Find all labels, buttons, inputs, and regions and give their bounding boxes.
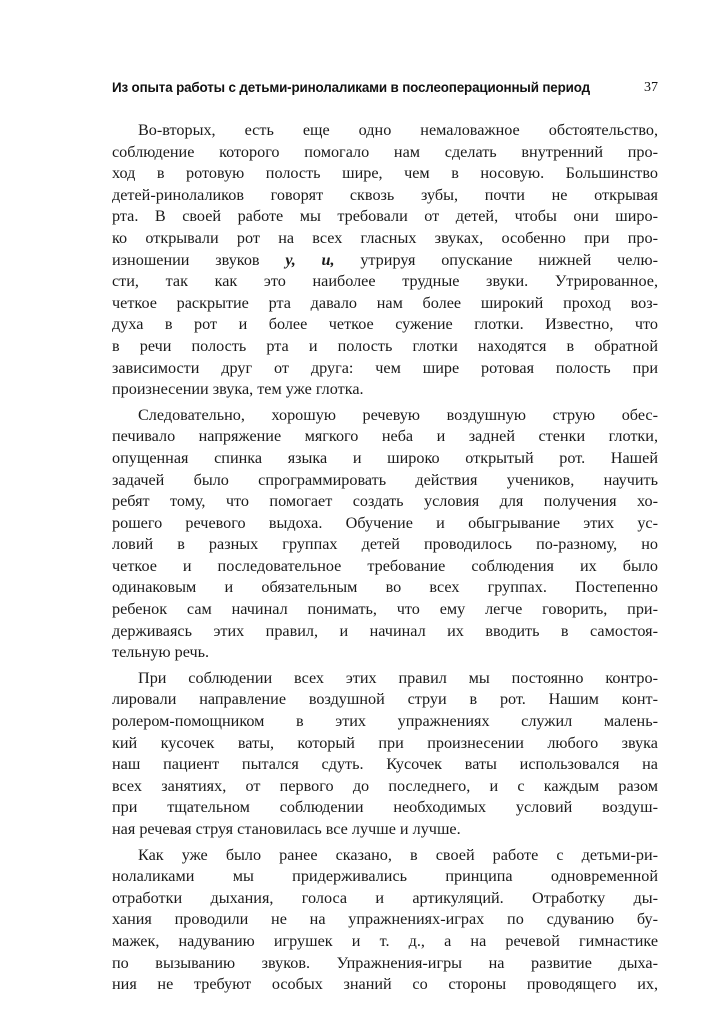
text-line: хания проводили не на упражнениях-играх по сдуванию бу-	[112, 910, 658, 929]
text-line: ная речевая струя становилась все лучше и лучше.	[112, 820, 461, 838]
text-line: отработки дыхания, голоса и артикуляций. Отработку ды-	[112, 888, 658, 907]
text-line: в речи полость рта и полость глотки находятся в обратной	[112, 336, 658, 355]
paragraph-3	[112, 668, 658, 841]
text-line: наш пациент пытался сдуть. Кусочек ваты использовался на	[112, 755, 658, 774]
text-line: одинаковым и обязательным во всех группах. Постепенно	[112, 578, 658, 597]
text-line: духа в рот и более четкое сужение глотки. Известно, что	[112, 315, 658, 334]
text-line: ролером-помощником в этих упражнениях служил малень-	[112, 712, 658, 731]
text-line: произнесении звука, тем уже глотка.	[112, 380, 364, 399]
text-line: детей-ринолаликов говорят сквозь зубы, почти не открывая	[112, 185, 658, 204]
text-line: при тщательном соблюдении необходимых условий воздуш-	[112, 798, 658, 817]
text-line: При соблюдении всех этих правил мы постоянно контро-	[138, 668, 658, 687]
text-line: задачей было спрограммировать действия учеников, научить	[112, 470, 658, 489]
body-text	[112, 120, 658, 996]
text-line: соблюдение которого помогало нам сделать внутренний про-	[112, 142, 658, 161]
running-title: Из опыта работы с детьми-ринолаликами в послеоперационный период	[112, 80, 590, 95]
text-line: Как уже было ранее сказано, в своей работе с детьми-ри-	[138, 845, 658, 864]
paragraph-1	[112, 120, 658, 401]
text-line: четкое и последовательное требование соблюдения их было	[112, 556, 658, 575]
text-line: нолаликами мы придерживались принципа одновременной	[112, 867, 658, 886]
text-line: ко открывали рот на всех гласных звуках, особенно при про-	[112, 228, 658, 247]
text-line: всех занятиях, от первого до последнего, и с каждым разом	[112, 776, 658, 795]
text-line: Во-вторых, есть еще одно немаловажное обстоятельство,	[138, 121, 658, 139]
text-line: ребенок сам начинал понимать, что ему легче говорить, при-	[112, 600, 658, 619]
text-line: зависимости друг от друга: чем шире ротовая полость при	[112, 358, 658, 377]
text-line: Следовательно, хорошую речевую воздушную струю обес-	[138, 405, 658, 424]
text-line: ния не требуют особых знаний со стороны проводящего их,	[112, 975, 658, 994]
text-line: сти, так как это наиболее трудные звуки. Утрированное,	[112, 272, 658, 291]
text-line: печивало напряжение мягкого неба и задней стенки глотки,	[112, 427, 658, 446]
text-line: рта. В своей работе мы требовали от детей, чтобы они широ-	[112, 207, 658, 226]
text-line-end: утрируя опускание нижней челю-	[334, 250, 658, 269]
text-line: по вызыванию звуков. Упражнения-игры на развитие дыха-	[112, 953, 658, 972]
emphasized-sounds: у, и,	[285, 250, 335, 269]
text-line: кий кусочек ваты, который при произнесении любого звука	[112, 733, 658, 752]
text-line: ловий в разных группах детей проводилось по-разному, но	[112, 535, 658, 554]
page-number: 37	[644, 80, 658, 95]
text-line: держиваясь этих правил, и начинал их вводить в самостоя-	[112, 621, 658, 640]
paragraph-4	[112, 845, 658, 996]
text-line: ребят тому, что помогает создать условия для получения хо-	[112, 492, 658, 511]
text-line: ход в ротовую полость шире, чем в носовую. Большинство	[112, 164, 658, 183]
text-line: рошего речевого выдоха. Обучение и обыгрывание этих ус-	[112, 513, 658, 532]
text-line: мажек, надуванию игрушек и т. д., а на речевой гимнастике	[112, 931, 658, 950]
text-line-start: изношении звуков	[112, 250, 286, 269]
text-line: лировали направление воздушной струи в рот. Нашим конт-	[112, 690, 658, 709]
text-line	[112, 250, 658, 272]
paragraph-2	[112, 405, 658, 664]
text-line: опущенная спинка языка и широко открытый рот. Нашей	[112, 448, 658, 467]
page-header	[112, 80, 658, 102]
text-line: тельную речь.	[112, 643, 210, 662]
text-line: четкое раскрытие рта давало нам более широкий проход воз-	[112, 293, 658, 312]
